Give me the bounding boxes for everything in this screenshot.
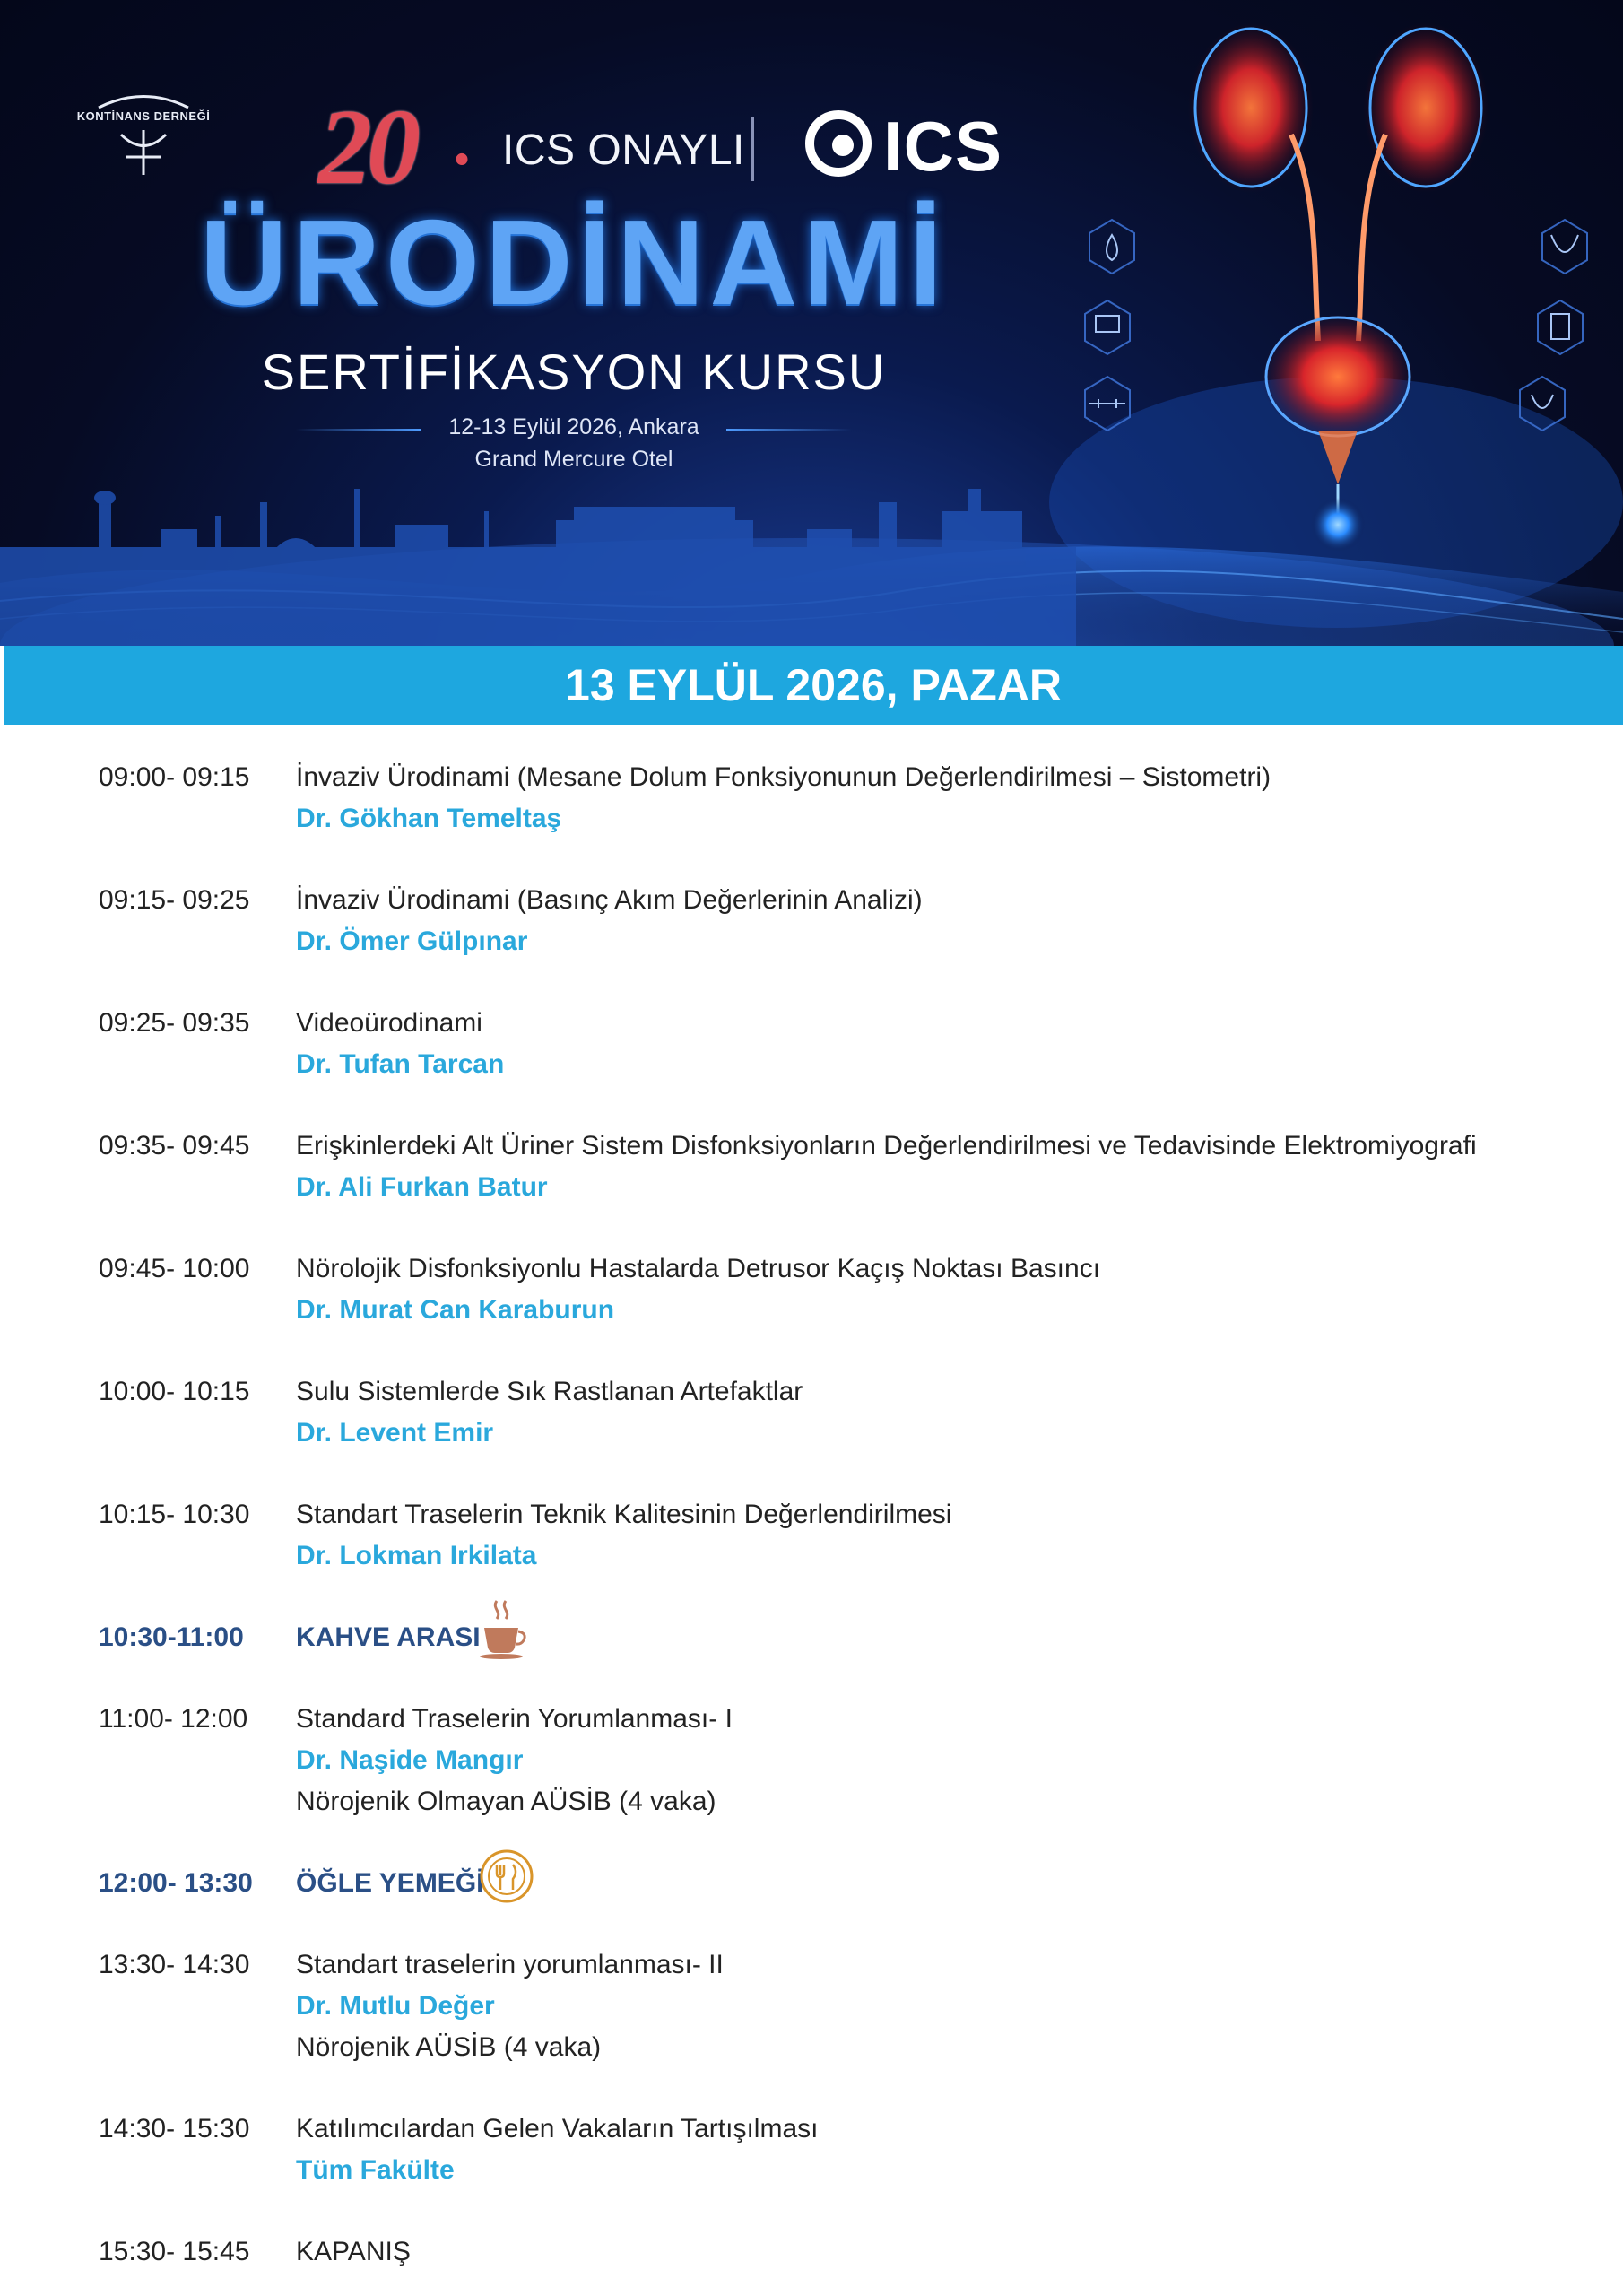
session-speaker: Dr. Mutlu Değer (296, 1991, 495, 2021)
session-speaker: Dr. Ömer Gülpınar (296, 926, 528, 956)
session-time: 09:15- 09:25 (99, 885, 250, 915)
edition-number: 20 (318, 87, 415, 206)
association-name: KONTİNANS DERNEĞİ (76, 109, 211, 123)
session-title: Standart traselerin yorumlanması- II (296, 1950, 724, 1979)
session-speaker: Dr. Gökhan Temeltaş (296, 804, 562, 833)
session-speaker: Tüm Fakülte (296, 2155, 455, 2185)
session-time: 13:30- 14:30 (99, 1950, 250, 1979)
droplet-icon (1107, 235, 1117, 260)
course-title: ÜRODİNAMİ (200, 195, 948, 330)
ics-logo-mark (810, 115, 867, 172)
day-header-bar (4, 646, 1623, 725)
session-title: KAHVE ARASI (296, 1622, 481, 1652)
session-speaker: Dr. Murat Can Karaburun (296, 1295, 615, 1325)
ics-logo-text: ICS (883, 107, 1003, 186)
session-time: 09:25- 09:35 (99, 1008, 250, 1038)
session-time: 09:35- 09:45 (99, 1131, 250, 1161)
connector-icon (1089, 399, 1125, 408)
uterus-icon (1532, 395, 1553, 408)
session-speaker: Dr. Tufan Tarcan (296, 1049, 505, 1079)
session-title: İnvaziv Ürodinami (Mesane Dolum Fonksiyonunun Değerlendirilmesi – Sistometri) (296, 762, 1271, 792)
session-note: Nörojenik AÜSİB (4 vaka) (296, 2032, 602, 2062)
session-time: 11:00- 12:00 (99, 1704, 248, 1734)
session-speaker: Dr. Ali Furkan Batur (296, 1172, 548, 1202)
coffee-cup-icon (477, 1597, 527, 1660)
session-speaker: Dr. Naşide Mangır (296, 1745, 524, 1775)
event-venue: Grand Mercure Otel (474, 447, 673, 472)
session-title: Standart Traselerin Teknik Kalitesinin Değerlendirilmesi (296, 1500, 952, 1529)
session-title: ÖĞLE YEMEĞİ (296, 1868, 484, 1898)
session-title: İnvaziv Ürodinami (Basınç Akım Değerlerinin Analizi) (296, 885, 923, 915)
session-title: Katılımcılardan Gelen Vakaların Tartışılması (296, 2114, 819, 2144)
course-banner (0, 0, 1623, 646)
skyline-silhouette (0, 489, 1076, 646)
day-title: 13 EYLÜL 2026, PAZAR (565, 660, 1062, 710)
approval-label: ICS ONAYLI (502, 126, 745, 174)
session-time: 15:30- 15:45 (99, 2237, 250, 2266)
event-dates: 12-13 Eylül 2026, Ankara (448, 414, 699, 439)
course-subtitle: SERTİFİKASYON KURSU (261, 344, 887, 400)
session-speaker: Dr. Levent Emir (296, 1418, 494, 1448)
session-speaker: Dr. Lokman Irkilata (296, 1541, 537, 1570)
session-time: 10:30-11:00 (99, 1622, 244, 1652)
banner-divider (751, 117, 754, 181)
session-title: Sulu Sistemlerde Sık Rastlanan Artefaktlar (296, 1377, 803, 1406)
session-title: Standard Traselerin Yorumlanması- I (296, 1704, 733, 1734)
monitor-icon (1096, 316, 1119, 332)
session-time: 10:15- 10:30 (99, 1500, 250, 1529)
session-time: 10:00- 10:15 (99, 1377, 250, 1406)
session-time: 09:45- 10:00 (99, 1254, 250, 1283)
session-title: Nörolojik Disfonksiyonlu Hastalarda Detrusor Kaçış Noktası Basıncı (296, 1254, 1101, 1283)
session-note: Nörojenik Olmayan AÜSİB (4 vaka) (296, 1787, 716, 1816)
association-logo (99, 97, 188, 176)
edition-dot: . (453, 101, 471, 180)
session-time: 12:00- 13:30 (99, 1868, 253, 1898)
session-title: Videoürodinami (296, 1008, 482, 1038)
clipboard-icon (1551, 314, 1569, 339)
session-time: 14:30- 15:30 (99, 2114, 250, 2144)
session-title: Erişkinlerdeki Alt Üriner Sistem Disfonksiyonların Değerlendirilmesi ve Tedavisinde Elektromiyografi (296, 1131, 1477, 1161)
session-time: 09:00- 09:15 (99, 762, 250, 792)
session-title: KAPANIŞ (296, 2237, 411, 2266)
fork-knife-icon (479, 1848, 534, 1904)
bladder-icon (1551, 235, 1578, 252)
